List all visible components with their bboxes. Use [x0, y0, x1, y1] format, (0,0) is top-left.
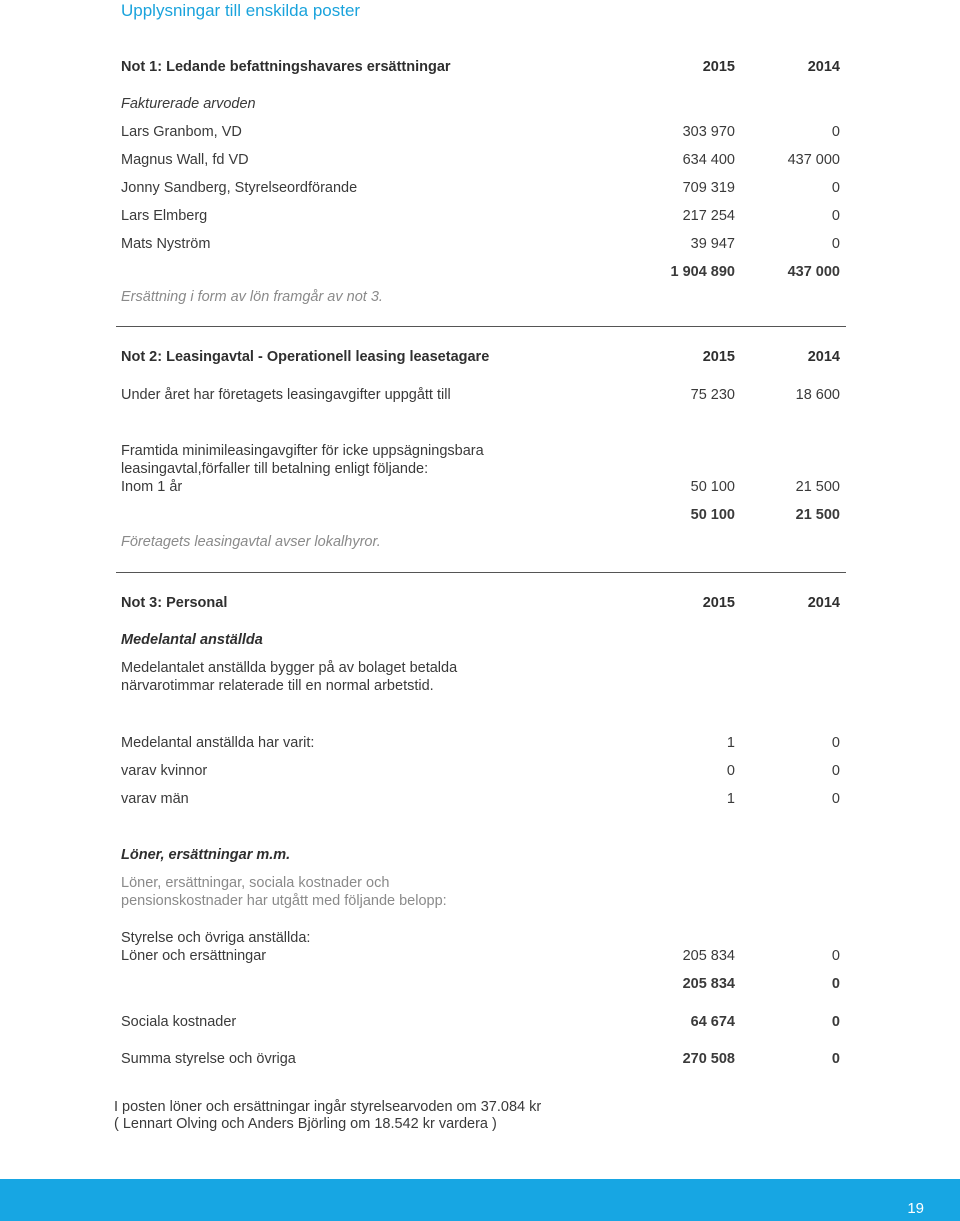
note2-row1-value-2014: 18 600: [795, 387, 840, 403]
note2-total-2014: 21 500: [795, 507, 840, 523]
note3-desc2-line1: Löner, ersättningar, sociala kostnader och: [121, 875, 390, 891]
table-row-label: varav män: [121, 791, 189, 807]
note3-group-label: Styrelse och övriga anställda:: [121, 930, 311, 946]
table-row-value-2014: 437 000: [787, 152, 840, 168]
table-row-value-2014: 0: [831, 791, 840, 807]
note2-total-2015: 50 100: [690, 507, 735, 523]
table-row-value-2014: 0: [831, 735, 840, 751]
table-row-label: Lars Granbom, VD: [121, 124, 242, 140]
note3-desc1-line1: Medelantalet anställda bygger på av bolaget betalda: [121, 660, 458, 676]
note3-subhead-employees: Medelantal anställda: [121, 632, 263, 648]
note2-row2-value-2014: 21 500: [795, 479, 840, 495]
note3-sum-value-2014: 0: [831, 1051, 840, 1067]
table-row-value-2015: 0: [726, 763, 735, 779]
note3-social-label: Sociala kostnader: [121, 1014, 237, 1030]
note3-salary-total-2014: 0: [831, 976, 840, 992]
note3-footnote-line2: ( Lennart Olving och Anders Björling om 18.542 kr vardera ): [114, 1116, 497, 1132]
section-divider: [116, 326, 846, 327]
note1-title: Not 1: Ledande befattningshavares ersättningar: [121, 59, 451, 75]
note3-desc2-line2: pensionskostnader har utgått med följande belopp:: [121, 893, 447, 909]
note1-col-2014: 2014: [807, 59, 840, 75]
note2-row2-value-2015: 50 100: [690, 479, 735, 495]
note1-col-2015: 2015: [702, 59, 735, 75]
note3-subhead-salaries: Löner, ersättningar m.m.: [121, 847, 291, 863]
note3-social-value-2014: 0: [831, 1014, 840, 1030]
table-row-label: Magnus Wall, fd VD: [121, 152, 249, 168]
note3-salary-total-2015: 205 834: [682, 976, 735, 992]
note3-salary-value-2014: 0: [831, 948, 840, 964]
note3-sum-value-2015: 270 508: [682, 1051, 735, 1067]
footer-bar: [0, 1179, 960, 1221]
table-row-value-2015: 217 254: [682, 208, 735, 224]
table-row-value-2014: 0: [831, 180, 840, 196]
note2-desc-line2: leasingavtal,förfaller till betalning enligt följande:: [121, 461, 429, 477]
note2-desc-line1: Framtida minimileasingavgifter för icke uppsägningsbara: [121, 443, 484, 459]
table-row-value-2015: 39 947: [690, 236, 735, 252]
table-row-label: Jonny Sandberg, Styrelseordförande: [121, 180, 358, 196]
table-row-label: Mats Nyström: [121, 236, 211, 252]
note1-total-2014: 437 000: [787, 264, 840, 280]
note3-social-value-2015: 64 674: [690, 1014, 735, 1030]
note1-group-label: Fakturerade arvoden: [121, 96, 256, 112]
table-row-value-2015: 709 319: [682, 180, 735, 196]
note3-sum-label: Summa styrelse och övriga: [121, 1051, 296, 1067]
brand-heading: Upplysningar till enskilda poster: [121, 1, 361, 20]
note2-col-2014: 2014: [807, 349, 840, 365]
note3-footnote-line1: I posten löner och ersättningar ingår styrelsearvoden om 37.084 kr: [114, 1099, 542, 1115]
note2-col-2015: 2015: [702, 349, 735, 365]
table-row-value-2015: 1: [726, 791, 735, 807]
note2-title: Not 2: Leasingavtal - Operationell leasing leasetagare: [121, 349, 490, 365]
note3-salary-value-2015: 205 834: [682, 948, 735, 964]
table-row-value-2014: 0: [831, 236, 840, 252]
table-row-value-2014: 0: [831, 124, 840, 140]
table-row-value-2015: 1: [726, 735, 735, 751]
note2-note: Företagets leasingavtal avser lokalhyror.: [121, 534, 381, 550]
table-row-label: varav kvinnor: [121, 763, 208, 779]
note2-row1-label: Under året har företagets leasingavgifter uppgått till: [121, 387, 451, 403]
note3-salary-label: Löner och ersättningar: [121, 948, 267, 964]
table-row-value-2015: 303 970: [682, 124, 735, 140]
table-row-value-2014: 0: [831, 208, 840, 224]
note3-col-2014: 2014: [807, 595, 840, 611]
note1-note: Ersättning i form av lön framgår av not 3.: [121, 289, 383, 305]
section-divider: [116, 572, 846, 573]
note3-title: Not 3: Personal: [121, 595, 228, 611]
table-row-value-2015: 634 400: [682, 152, 735, 168]
table-row-label: Lars Elmberg: [121, 208, 208, 224]
note1-total-2015: 1 904 890: [670, 264, 735, 280]
note2-row1-value-2015: 75 230: [690, 387, 735, 403]
note3-col-2015: 2015: [702, 595, 735, 611]
page-number: 19: [907, 1200, 924, 1217]
note2-row2-label: Inom 1 år: [121, 479, 183, 495]
table-row-value-2014: 0: [831, 763, 840, 779]
table-row-label: Medelantal anställda har varit:: [121, 735, 315, 751]
note3-desc1-line2: närvarotimmar relaterade till en normal arbetstid.: [121, 678, 434, 694]
